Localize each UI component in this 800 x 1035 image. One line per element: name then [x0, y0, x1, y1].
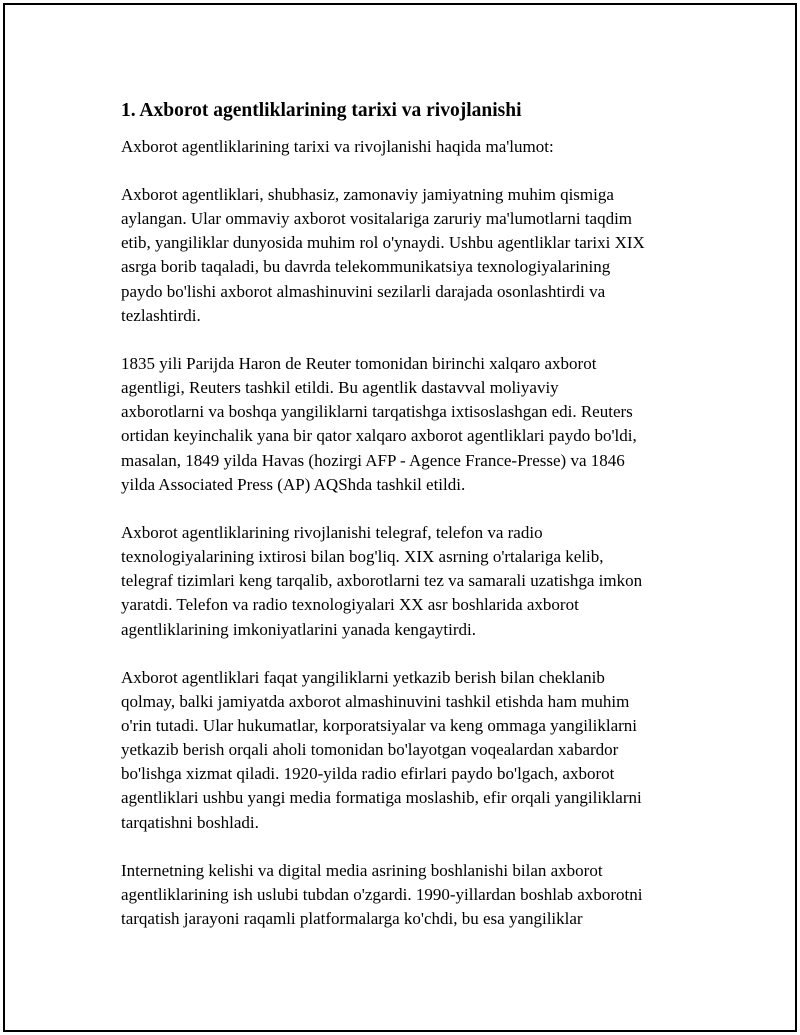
paragraph-line: yilda Associated Press (AP) AQShda tashkil etildi. — [121, 474, 466, 494]
paragraph-line: Axborot agentliklari faqat yangiliklarni yetkazib berish bilan cheklanib — [121, 667, 605, 687]
paragraph-line: yaratdi. Telefon va radio texnologiyalari XX asr boshlarida axborot — [121, 595, 579, 615]
paragraph-line: tezlashtirdi. — [121, 305, 201, 325]
paragraph — [121, 183, 711, 328]
paragraph-line: agentliklari ushbu yangi media formatiga moslashib, efir orqali yangiliklarni — [121, 788, 642, 808]
paragraph — [121, 352, 711, 497]
paragraph-line: yetkazib berish orqali aholi tomonidan bo'layotgan voqealardan xabardor — [121, 740, 619, 760]
paragraph-line: Axborot agentliklarining rivojlanishi telegraf, telefon va radio — [121, 522, 543, 542]
paragraph-line: o'rin tutadi. Ular hukumatlar, korporatsiyalar va keng ommaga yangiliklarni — [121, 715, 638, 735]
paragraph-line: tarqatishni boshladi. — [121, 812, 259, 832]
paragraph — [121, 859, 711, 931]
paragraph-line: telegraf tizimlari keng tarqalib, axborotlarni tez va samarali uzatishga imkon — [121, 571, 643, 591]
paragraph-line: asrga borib taqaladi, bu davrda telekommunikatsiya texnologiyalarining — [121, 257, 611, 277]
paragraph-line: Axborot agentliklari, shubhasiz, zamonaviy jamiyatning muhim qismiga — [121, 185, 614, 204]
paragraph-line: axborotlarni va boshqa yangiliklarni tarqatishga ixtisoslashgan edi. Reuters — [121, 402, 633, 422]
paragraph-line: Internetning kelishi va digital media asrining boshlanishi bilan axborot — [121, 860, 603, 880]
paragraph-line: etib, yangiliklar dunyosida muhim rol o'ynaydi. Ushbu agentliklar tarixi XIX — [121, 233, 645, 253]
paragraph-line: ortidan keyinchalik yana bir qator xalqaro axborot agentliklari paydo bo'ldi, — [121, 426, 637, 446]
paragraphs-container — [121, 183, 711, 931]
intro-text: Axborot agentliklarining tarixi va rivojlanishi haqida ma'lumot: — [121, 137, 554, 156]
paragraph-line: qolmay, balki jamiyatda axborot almashinuvini tashkil etishda ham muhim — [121, 691, 630, 711]
paragraph-line: 1835 yili Parijda Haron de Reuter tomonidan birinchi xalqaro axborot — [121, 353, 597, 373]
paragraph-line: aylangan. Ular ommaviy axborot vositalariga zaruriy ma'lumotlarni taqdim — [121, 209, 633, 229]
paragraph-line: agentliklarining ish uslubi tubdan o'zgardi. 1990-yillardan boshlab axborotni — [121, 884, 643, 904]
paragraph-line: agentliklarining imkoniyatlarini yanada kengaytirdi. — [121, 619, 477, 639]
document-body — [121, 99, 711, 955]
paragraph-line: paydo bo'lishi axborot almashinuvini sezilarli darajada osonlashtirdi va — [121, 281, 606, 301]
paragraph-line: agentligi, Reuters tashkil etildi. Bu agentlik dastavval moliyaviy — [121, 378, 559, 398]
paragraph-line: tarqatish jarayoni raqamli platformalarga ko'chdi, bu esa yangiliklar — [121, 909, 583, 929]
paragraph — [121, 521, 711, 642]
paragraph-line: bo'lishga xizmat qiladi. 1920-yilda radio efirlari paydo bo'lgach, axborot — [121, 764, 615, 784]
paragraph — [121, 666, 711, 835]
page-border — [3, 3, 797, 1032]
paragraph-line: masalan, 1849 yilda Havas (hozirgi AFP - Agence France-Presse) va 1846 — [121, 450, 625, 470]
document-title: 1. Axborot agentliklarining tarixi va rivojlanishi — [121, 100, 522, 121]
paragraph-line: texnologiyalarining ixtirosi bilan bog'liq. XIX asrning o'rtalariga kelib, — [121, 547, 604, 567]
